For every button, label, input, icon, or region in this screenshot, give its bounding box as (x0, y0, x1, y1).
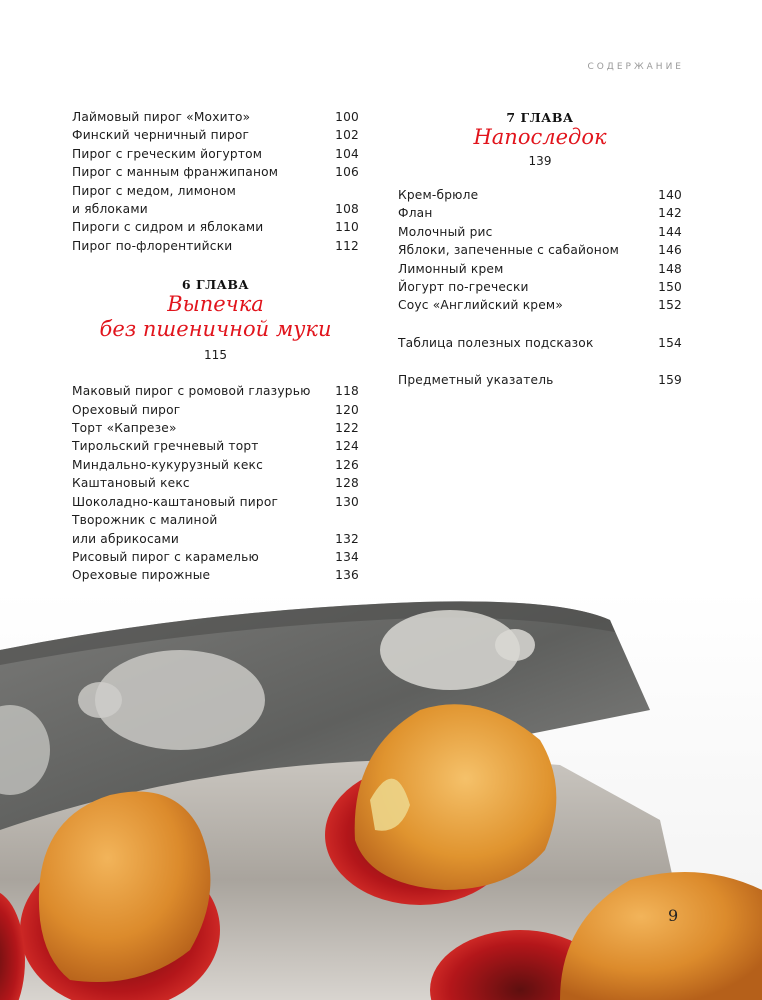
toc-entry (72, 401, 359, 419)
chapter-7-heading (398, 110, 682, 168)
chapter-label: 6 ГЛАВА (181, 277, 250, 293)
entry-page: 108 (335, 202, 359, 217)
toc-entry (398, 241, 682, 259)
toc-entry (72, 566, 359, 584)
entry-title: Шоколадно-каштановый пирог (72, 494, 279, 509)
entry-page: 142 (658, 206, 682, 221)
entry-title: Крем-брюле (398, 188, 479, 202)
toc-entry (72, 145, 359, 163)
entry-page: 152 (658, 298, 682, 313)
entry-page: 126 (335, 457, 359, 472)
toc-entry (72, 493, 359, 511)
entry-title: Ореховый пирог (72, 402, 181, 417)
entry-page: 150 (658, 280, 682, 295)
toc-left-column (72, 108, 359, 585)
entry-title: Рисовый пирог с карамелью (72, 549, 259, 564)
entry-page: 146 (658, 243, 682, 258)
entry-page: 148 (658, 261, 682, 276)
entry-page: 144 (658, 224, 682, 239)
entry-title: Яблоки, запеченные с сабайоном (398, 243, 620, 258)
entry-title: Соус «Английский крем» (398, 298, 563, 313)
entry-title: Каштановый кекс (72, 476, 190, 491)
entry-title: Миндально-кукурузный кекс (72, 457, 263, 472)
entry-page: 112 (335, 238, 359, 253)
entry-page: 132 (335, 531, 359, 546)
toc-entry (72, 474, 359, 492)
page-number: 9 (668, 906, 679, 925)
entry-title: Молочный рис (398, 224, 493, 239)
toc-entry (72, 182, 359, 200)
toc-entry (72, 382, 359, 400)
toc-entry (398, 334, 682, 352)
entry-title: Пирог с греческим йогуртом (72, 146, 263, 161)
toc-entry (398, 278, 682, 296)
toc-entry (398, 186, 682, 204)
entry-title: Пирог с медом, лимоном (72, 183, 237, 198)
entry-page: 154 (658, 335, 682, 350)
toc-entry (398, 204, 682, 222)
entry-page: 124 (335, 439, 359, 454)
chapter-title-line-2: без пшеничной муки (99, 317, 332, 342)
entry-page: 120 (335, 402, 359, 417)
entry-title: Торт «Капрезе» (72, 421, 177, 436)
entry-page: 136 (335, 568, 359, 583)
entry-page: 122 (335, 421, 359, 436)
entry-title: Лаймовый пирог «Мохито» (72, 110, 251, 124)
chapter-title-line-1: Выпечка (167, 292, 264, 317)
toc-entry (72, 126, 359, 144)
toc-entry (398, 371, 682, 389)
entry-title: Творожник с малиной (72, 513, 218, 528)
chapter-title: Напоследок (473, 125, 607, 149)
toc-entry (72, 237, 359, 255)
toc-entry (72, 511, 359, 529)
toc-entry (72, 437, 359, 455)
entry-title: Лимонный крем (398, 261, 504, 276)
entry-page: 106 (335, 165, 359, 180)
chapter-page: 115 (204, 348, 227, 363)
entry-page: 140 (658, 188, 682, 202)
entry-title: Маковый пирог с ромовой глазурью (72, 384, 311, 399)
entry-title: или абрикосами (72, 531, 180, 546)
toc-entry (72, 108, 359, 126)
entry-title: Йогурт по-гречески (398, 280, 529, 295)
entry-title: Пирог по-флорентийски (72, 238, 233, 253)
entry-title: Пироги с сидром и яблоками (72, 220, 264, 235)
entry-title: Флан (398, 206, 433, 221)
chapter-6-heading (72, 277, 359, 362)
toc-entry (72, 419, 359, 437)
entry-title: Предметный указатель (398, 373, 554, 388)
entry-page: 128 (335, 476, 359, 491)
toc-entry (72, 530, 359, 548)
entry-title: Пирог с манным франжипаном (72, 165, 279, 180)
entry-title: Тирольский гречневый торт (72, 439, 259, 454)
entry-title: Ореховые пирожные (72, 568, 211, 583)
entry-page: 100 (335, 110, 359, 124)
toc-entry (72, 218, 359, 236)
toc-entry (72, 456, 359, 474)
entry-title: Таблица полезных подсказок (398, 335, 594, 350)
entry-page: 134 (335, 549, 359, 564)
entry-page: 110 (335, 220, 359, 235)
entry-title: и яблоками (72, 202, 148, 217)
chapter-label: 7 ГЛАВА (506, 110, 574, 125)
entry-page: 159 (658, 373, 682, 388)
running-head: СОДЕРЖАНИЕ (587, 62, 684, 72)
toc-entry (398, 260, 682, 278)
entry-page: 118 (335, 384, 359, 399)
toc-entry (72, 200, 359, 218)
toc-entry (72, 548, 359, 566)
entry-page: 104 (335, 146, 359, 161)
chapter-page: 139 (528, 154, 552, 168)
toc-entry (72, 163, 359, 181)
popovers-photo (0, 590, 762, 1000)
toc-entry (398, 296, 682, 314)
entry-page: 130 (335, 494, 359, 509)
entry-page: 102 (335, 128, 359, 143)
toc-entry (398, 223, 682, 241)
toc-right-column (398, 110, 682, 390)
entry-title: Финский черничный пирог (72, 128, 250, 143)
